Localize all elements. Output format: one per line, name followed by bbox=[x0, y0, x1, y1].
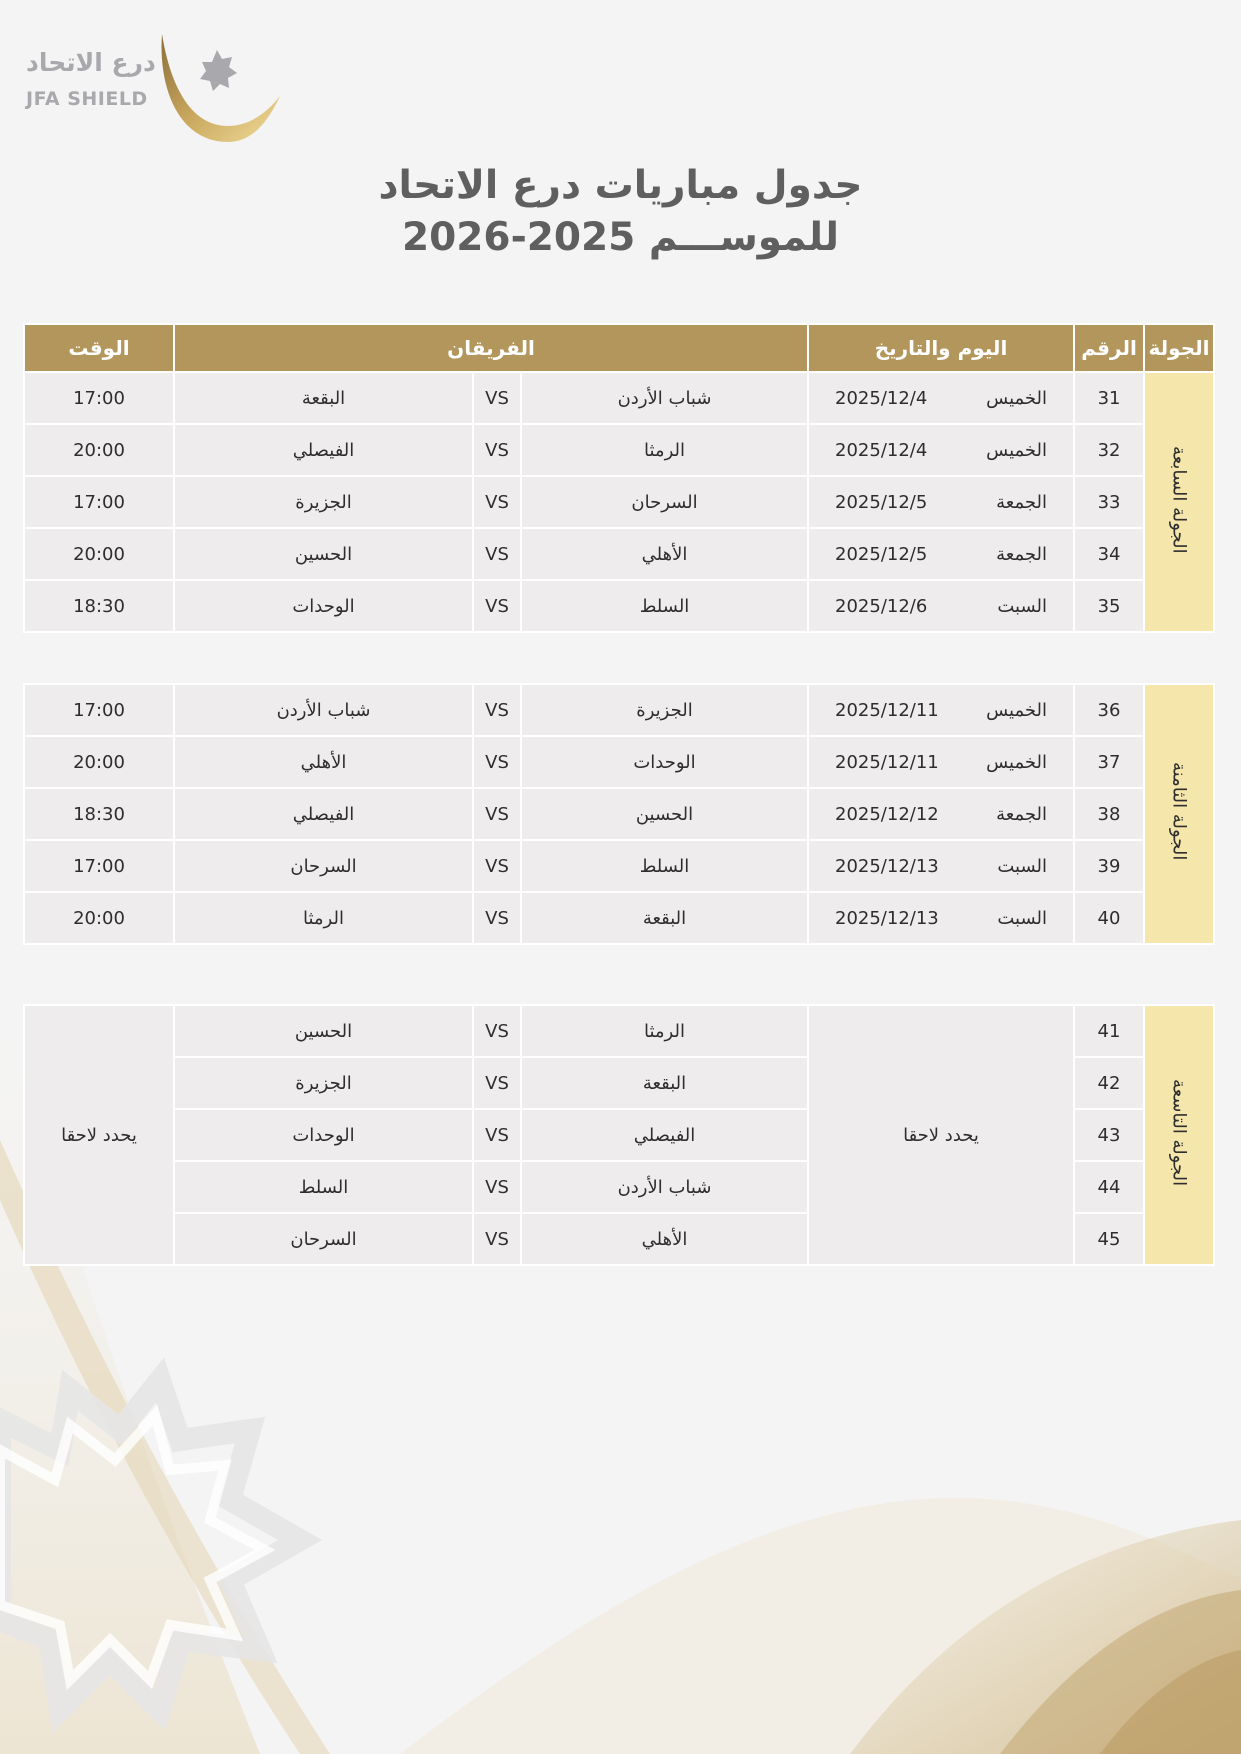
home-team: الحسين bbox=[521, 788, 808, 840]
away-team: البقعة bbox=[174, 372, 473, 424]
home-team: شباب الأردن bbox=[521, 1161, 808, 1213]
away-team: الرمثا bbox=[174, 892, 473, 944]
match-time: 18:30 bbox=[24, 788, 174, 840]
match-number: 43 bbox=[1074, 1109, 1144, 1161]
away-team: الفيصلي bbox=[174, 788, 473, 840]
match-day-date bbox=[808, 476, 1074, 528]
home-team: شباب الأردن bbox=[521, 372, 808, 424]
away-team: الجزيرة bbox=[174, 1057, 473, 1109]
match-date: 2025/12/5 bbox=[835, 491, 928, 513]
match-day: السبت bbox=[997, 595, 1048, 617]
schedule-table-round-8 bbox=[23, 683, 1215, 945]
match-date-tbd: يحدد لاحقا bbox=[808, 1005, 1074, 1265]
table-row bbox=[24, 476, 1214, 528]
table-header-row bbox=[24, 324, 1214, 372]
away-team: الوحدات bbox=[174, 1109, 473, 1161]
match-number: 40 bbox=[1074, 892, 1144, 944]
away-team: الحسين bbox=[174, 528, 473, 580]
home-team: الأهلي bbox=[521, 528, 808, 580]
match-day: الخميس bbox=[986, 699, 1047, 721]
table-row bbox=[24, 424, 1214, 476]
match-time: 20:00 bbox=[24, 424, 174, 476]
match-number: 37 bbox=[1074, 736, 1144, 788]
match-day-date bbox=[808, 372, 1074, 424]
match-day-date bbox=[808, 424, 1074, 476]
jfa-shield-logo bbox=[20, 30, 290, 150]
table-row bbox=[24, 528, 1214, 580]
vs-label: VS bbox=[473, 736, 521, 788]
match-time: 17:00 bbox=[24, 840, 174, 892]
vs-label: VS bbox=[473, 1057, 521, 1109]
match-date: 2025/12/13 bbox=[835, 855, 939, 877]
home-team: البقعة bbox=[521, 892, 808, 944]
match-day-date bbox=[808, 580, 1074, 632]
star-icon bbox=[200, 50, 237, 91]
match-day-date bbox=[808, 892, 1074, 944]
table-row bbox=[24, 684, 1214, 736]
home-team: البقعة bbox=[521, 1057, 808, 1109]
match-day: السبت bbox=[997, 855, 1047, 877]
title-line-1: جدول مباريات درع الاتحاد bbox=[378, 163, 863, 208]
page-title bbox=[0, 160, 1241, 264]
match-day: الخميس bbox=[986, 439, 1048, 461]
table-row bbox=[24, 788, 1214, 840]
match-day-date bbox=[808, 840, 1074, 892]
match-time-tbd: يحدد لاحقا bbox=[24, 1005, 174, 1265]
match-day: الخميس bbox=[986, 387, 1048, 409]
match-time: 17:00 bbox=[24, 684, 174, 736]
match-date: 2025/12/12 bbox=[835, 803, 939, 825]
logo-arabic-text: درع الاتحاد bbox=[26, 48, 156, 77]
shield-emblem-icon bbox=[150, 30, 300, 150]
match-time: 17:00 bbox=[24, 372, 174, 424]
vs-label: VS bbox=[473, 840, 521, 892]
away-team: السرحان bbox=[174, 840, 473, 892]
vs-label: VS bbox=[473, 1109, 521, 1161]
match-time: 18:30 bbox=[24, 580, 174, 632]
title-line-2: للموســـم 2025-2026 bbox=[402, 215, 839, 260]
match-day: السبت bbox=[997, 907, 1047, 929]
away-team: الفيصلي bbox=[174, 424, 473, 476]
match-number: 44 bbox=[1074, 1161, 1144, 1213]
table-row bbox=[24, 580, 1214, 632]
match-date: 2025/12/6 bbox=[835, 595, 928, 617]
match-date: 2025/12/11 bbox=[835, 699, 939, 721]
home-team: الرمثا bbox=[521, 1005, 808, 1057]
away-team: الوحدات bbox=[174, 580, 473, 632]
round-label: الجولة السابعة bbox=[1168, 445, 1190, 554]
match-number: 45 bbox=[1074, 1213, 1144, 1265]
home-team: السلط bbox=[521, 580, 808, 632]
round-label-cell bbox=[1144, 1005, 1214, 1265]
header-day-date: اليوم والتاريخ bbox=[808, 324, 1074, 372]
table-row bbox=[24, 892, 1214, 944]
vs-label: VS bbox=[473, 424, 521, 476]
schedule-table-round-9 bbox=[23, 1004, 1215, 1266]
vs-label: VS bbox=[473, 476, 521, 528]
away-team: الجزيرة bbox=[174, 476, 473, 528]
away-team: السرحان bbox=[174, 1213, 473, 1265]
match-date: 2025/12/5 bbox=[835, 543, 928, 565]
home-team: الرمثا bbox=[521, 424, 808, 476]
match-date: 2025/12/4 bbox=[835, 439, 928, 461]
match-date: 2025/12/11 bbox=[835, 751, 939, 773]
table-row bbox=[24, 1005, 1214, 1057]
match-number: 34 bbox=[1074, 528, 1144, 580]
match-day: الجمعة bbox=[996, 543, 1048, 565]
vs-label: VS bbox=[473, 580, 521, 632]
round-label-cell bbox=[1144, 684, 1214, 944]
vs-label: VS bbox=[473, 1005, 521, 1057]
home-team: الفيصلي bbox=[521, 1109, 808, 1161]
vs-label: VS bbox=[473, 528, 521, 580]
table-row bbox=[24, 840, 1214, 892]
match-day: الجمعة bbox=[996, 803, 1047, 825]
vs-label: VS bbox=[473, 1161, 521, 1213]
match-day-date bbox=[808, 528, 1074, 580]
match-number: 35 bbox=[1074, 580, 1144, 632]
match-time: 17:00 bbox=[24, 476, 174, 528]
match-number: 41 bbox=[1074, 1005, 1144, 1057]
round-label-cell bbox=[1144, 372, 1214, 632]
table-row bbox=[24, 736, 1214, 788]
match-day-date bbox=[808, 684, 1074, 736]
home-team: الوحدات bbox=[521, 736, 808, 788]
match-day-date bbox=[808, 736, 1074, 788]
match-number: 42 bbox=[1074, 1057, 1144, 1109]
match-time: 20:00 bbox=[24, 736, 174, 788]
away-team: الحسين bbox=[174, 1005, 473, 1057]
header-number: الرقم bbox=[1074, 324, 1144, 372]
logo-english-text: JFA SHIELD bbox=[26, 88, 148, 110]
vs-label: VS bbox=[473, 892, 521, 944]
match-number: 33 bbox=[1074, 476, 1144, 528]
match-time: 20:00 bbox=[24, 528, 174, 580]
match-number: 38 bbox=[1074, 788, 1144, 840]
away-team: شباب الأردن bbox=[174, 684, 473, 736]
vs-label: VS bbox=[473, 1213, 521, 1265]
round-label: الجولة التاسعة bbox=[1168, 1078, 1190, 1187]
schedule-table-round-7 bbox=[23, 323, 1215, 633]
away-team: السلط bbox=[174, 1161, 473, 1213]
match-date: 2025/12/13 bbox=[835, 907, 939, 929]
home-team: السرحان bbox=[521, 476, 808, 528]
vs-label: VS bbox=[473, 788, 521, 840]
header-teams: الفريقان bbox=[174, 324, 808, 372]
home-team: الأهلي bbox=[521, 1213, 808, 1265]
away-team: الأهلي bbox=[174, 736, 473, 788]
header-time: الوقت bbox=[24, 324, 174, 372]
table-row bbox=[24, 372, 1214, 424]
header-round: الجولة bbox=[1144, 324, 1214, 372]
match-number: 32 bbox=[1074, 424, 1144, 476]
match-day: الجمعة bbox=[996, 491, 1048, 513]
vs-label: VS bbox=[473, 372, 521, 424]
match-number: 39 bbox=[1074, 840, 1144, 892]
match-number: 31 bbox=[1074, 372, 1144, 424]
home-team: السلط bbox=[521, 840, 808, 892]
match-time: 20:00 bbox=[24, 892, 174, 944]
vs-label: VS bbox=[473, 684, 521, 736]
home-team: الجزيرة bbox=[521, 684, 808, 736]
round-label: الجولة الثامنة bbox=[1168, 762, 1190, 861]
match-day-date bbox=[808, 788, 1074, 840]
match-number: 36 bbox=[1074, 684, 1144, 736]
match-day: الخميس bbox=[986, 751, 1047, 773]
match-date: 2025/12/4 bbox=[835, 387, 928, 409]
